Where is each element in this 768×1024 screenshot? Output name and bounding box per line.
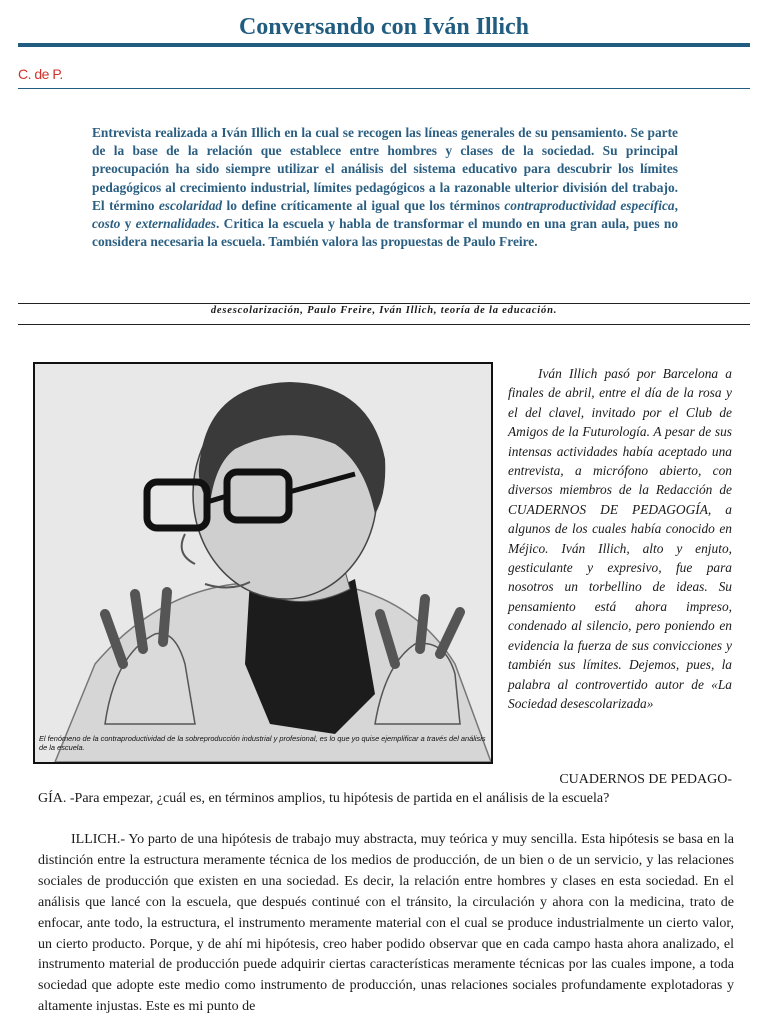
intro-paragraph: Iván Illich pasó por Barcelona a finales de abril, entre el día de la rosa y el del clavel, invitado por el Club de Amigos de la Futurología. A pesar de sus intensas actividades había aceptado una entrevista, a micrófono abierto, con diversos miembros de la Redacción de CUADERNOS DE PEDAGOGÍA, a algunos de los cuales había conocido en Méjico. Iván Illich, alto y enjuto, gesticulante y expresivo, fue para nosotros un torbellino de ideas. Su pensamiento está ahora impreso, condenado al silencio, pero poniendo en evidencia la fuerza de sus convicciones y también sus límites. Dejemos, pues, la palabra al controvertido autor de «La Sociedad desescolarizada» xyxy=(508,366,732,711)
abstract-separator: , xyxy=(674,197,678,213)
abstract-separator: y xyxy=(120,216,136,232)
question-line-1: CUADERNOS DE PEDAGO- xyxy=(559,772,732,787)
abstract-term-escolaridad: escolaridad xyxy=(158,197,223,213)
page-title: Conversando con Iván Illich xyxy=(238,14,530,40)
portrait-photo xyxy=(33,362,493,764)
portrait-illustration xyxy=(35,364,491,762)
interview-question xyxy=(38,770,732,808)
abstract-text: Entrevista realizada a Iván Illich en la cual se recogen las líneas generales de su pensamiento. Se parte de la base de la relación que establece entre hombres y clases de la sociedad. Su principal preocupación ha sido siempre utilizar el análisis del sistema educativo para descubrir los límites pedagógicos al crecimiento industrial, límites pedagógicos a la razonable ulterior división del trabajo. El término xyxy=(92,125,678,213)
abstract-text: lo define críticamente al igual que los términos xyxy=(222,197,505,213)
abstract-term-externalidades: externalidades xyxy=(135,216,216,232)
title-rule xyxy=(18,43,750,47)
abstract-term-costo: costo xyxy=(92,216,121,232)
keywords-top-rule xyxy=(18,303,750,304)
photo-caption: El fenómeno de la contraproductividad de la sobreproducción industrial y profesional, es lo que yo quise ejemplificar a través del análisis de la escuela. xyxy=(39,734,486,752)
question-line-2: GÍA. -Para empezar, ¿cuál es, en términos amplios, tu hipótesis de partida en el análisis de la escuela? xyxy=(38,791,610,806)
author-rule xyxy=(18,88,750,89)
interview-answer: ILLICH.- Yo parto de una hipótesis de trabajo muy abstracta, muy teórica y muy sencilla. Esta hipótesis se basa en la distinción entre la estructura meramente técnica de los medios de producción, de un bien o de un servicio, y las relaciones sociales de producción que existen en una sociedad. Es decir, la relación entre hombres y clases en esta sociedad. En el análisis que lancé con la escuela, que después continué con el tránsito, la circulación y ahora con la medicina, trato de enfocar, ante todo, la estructura, el instrumento meramente material con el cual se produce industrialmente un cierto valor, un cierto producto. Porque, y de ahí mi hipótesis, creo haber podido observar que en cada campo hasta ahora analizado, el instrumento material de producción puede adquirir ciertas características meramente técnicas por las cuales impone, a toda sociedad que adopte este medio como instrumento de producción, unas relaciones sociales profundamente explotadoras y altamente injustas. Este es mi punto de xyxy=(38,832,734,1015)
abstract-term-contraproductividad: contraproductividad específica xyxy=(504,197,675,213)
abstract-text: . Critica la escuela y habla de transformar el mundo en una gran aula, pues no considera necesaria la escuela. También valora las propuestas de Paulo Freire. xyxy=(92,216,679,250)
keywords-bottom-rule xyxy=(18,324,750,325)
author-byline: C. de P. xyxy=(18,66,63,82)
keywords: desescolarización, Paulo Freire, Iván Illich, teoría de la educación. xyxy=(210,305,558,316)
abstract xyxy=(92,124,678,251)
